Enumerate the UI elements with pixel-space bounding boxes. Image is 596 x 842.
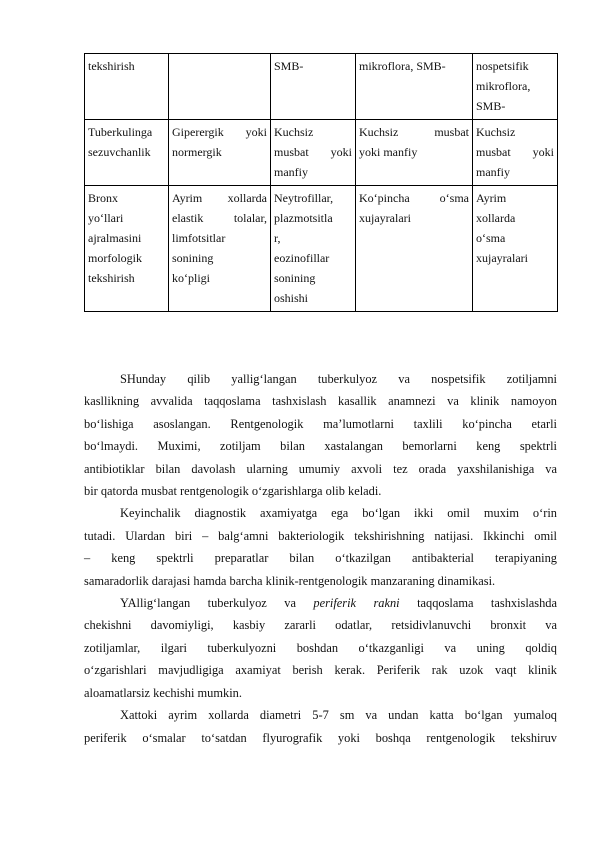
table-cell: Ko‘pincha o‘sma xujayralari xyxy=(356,186,473,312)
table-cell: Ayrim xollarda o‘sma xujayralari xyxy=(473,186,558,312)
paragraph: Xattoki ayrim xollarda diametri 5-7 sm va undan katta bo‘lgan yumaloq periferik o‘smalar to‘satdan flyurografik yoki boshqa rentgenologik tekshiruv xyxy=(84,708,557,745)
table-cell: Bronx yo‘llari ajralmasini morfologik tekshirish xyxy=(85,186,169,312)
table-cell: Ayrim xollarda elastik tolalar, limfotsitlar sonining ko‘pligi xyxy=(169,186,271,312)
table-cell: Kuchsiz musbat yoki manfiy xyxy=(271,120,356,186)
paragraph-first-line: YAllig‘langan tuberkulyoz va periferik rakni taqqoslama tashxislashda xyxy=(120,596,558,611)
table-cell: Giperergik yoki normergik xyxy=(169,120,271,186)
table-cell: nospetsifik mikroflora, SMB- xyxy=(473,54,558,120)
table-row xyxy=(85,120,558,186)
table-cell: tekshirish xyxy=(85,54,169,120)
paragraph: YAllig‘langan tuberkulyoz va periferik rakni taqqoslama tashxislashda chekishni davomiyligi, kasbiy zararli odatlar, retsidivlanuvchi bronxit va zotiljamlar, ilgari tuberkulyozni boshdan o‘tkazganligi va uning qoldiq o‘zgarishlari mavjudligiga axamiyat berish kerak. Periferik rak uzok vaqt klinik aloamatlarsiz kechishi mumkin. xyxy=(84,592,557,704)
body-text xyxy=(84,368,557,749)
emphasis: periferik rakni xyxy=(313,596,400,611)
comparison-table xyxy=(84,53,558,312)
table-cell: Kuchsiz musbat yoki manfiy xyxy=(356,120,473,186)
paragraph: SHunday qilib yallig‘langan tuberkulyoz va nospetsifik zotiljamni kasllikning avvalida taqqoslama tashxislash kasallik anamnezi va klinik namoyon bo‘lishiga asoslangan. Rentgenologik ma’lumotlarni taxlili ko‘pincha etarli bo‘lmaydi. Muximi, zotiljam bilan xastalangan bemorlarni keng spektrli antibiotiklar bilan davolash ularning umumiy axvoli tez orada yaxshilanishiga va bir qatorda musbat rentgenologik o‘zgarishlarga olib keladi. xyxy=(84,372,557,499)
table-cell: Kuchsiz musbat yoki manfiy xyxy=(473,120,558,186)
paragraph: Keyinchalik diagnostik axamiyatga ega bo‘lgan ikki omil muxim o‘rin tutadi. Ulardan biri – balg‘amni bakteriologik tekshirishning natijasi. Ikkinchi omil – keng spektrli preparatlar bilan o‘tkazilgan antibakterial terapiyaning samaradorlik darajasi hamda barcha klinik-rentgenologik manzaraning dinamikasi. xyxy=(84,506,557,588)
table-cell xyxy=(169,54,271,120)
table-row xyxy=(85,186,558,312)
table-row xyxy=(85,54,558,120)
table-cell: mikroflora, SMB- xyxy=(356,54,473,120)
table-cell: Tuberkulinga sezuvchanlik xyxy=(85,120,169,186)
table-cell: Neytrofillar, plazmotsitla r, eozinofillar sonining oshishi xyxy=(271,186,356,312)
table-cell: SMB- xyxy=(271,54,356,120)
